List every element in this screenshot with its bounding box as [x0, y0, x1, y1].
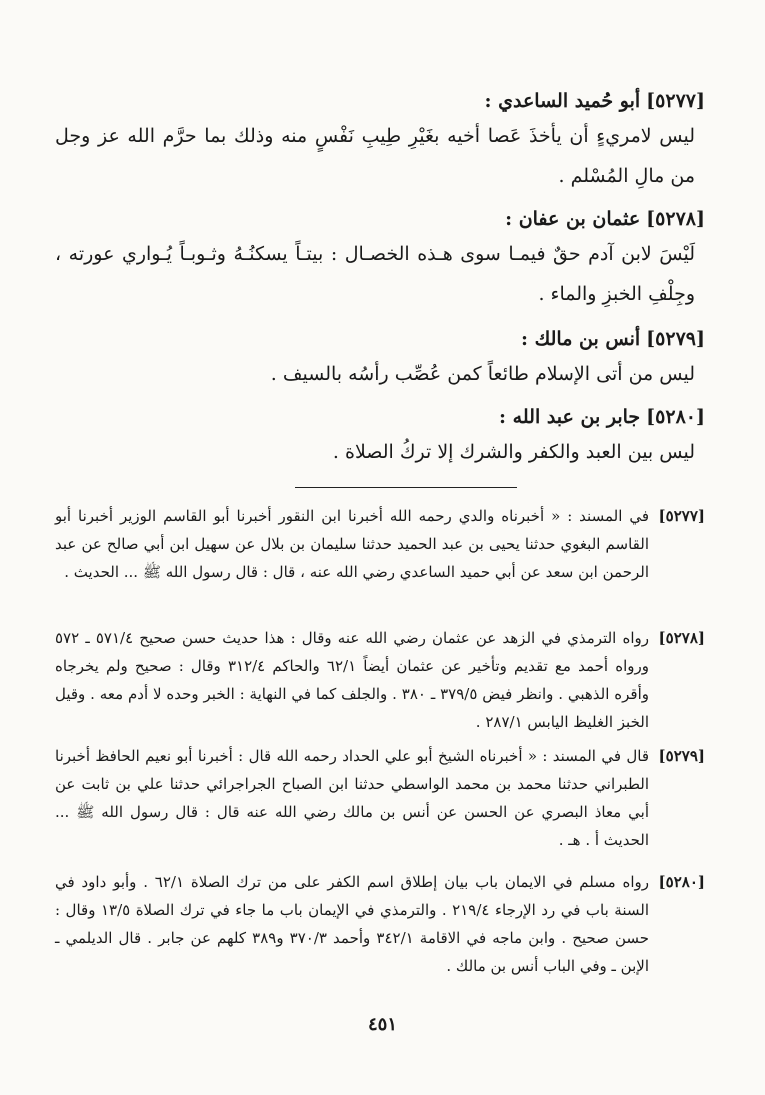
footnote-number: [٥٢٧٨]: [658, 629, 705, 647]
footnote-number: [٥٢٧٧]: [658, 507, 705, 525]
hadith-heading: [55, 86, 705, 116]
hadith-narrator: عثمان بن عفان :: [505, 208, 641, 230]
hadith-text: ليس بين العبد والكفر والشرك إلا تركُ الصلاة .: [332, 441, 695, 463]
hadith-number: [٥٢٨٠]: [646, 406, 705, 428]
hadith-entry: [55, 86, 705, 196]
footnote-text: رواه الترمذي في الزهد عن عثمان رضي الله عنه وقال : هذا حديث حسن صحيح ٥٧١/٤ ـ ٥٧٢ ورواه أحمد مع تقديم وتأخير عن عثمان أيضاً ٦٢/١ والحاكم ٣١٢/٤ وقال : صحيح ولم يخرجاه وأقره الذهبي . وانظر فيض ٣٧٩/٥ ـ ٣٨٠ . والجلف كما في النهاية : الخبر وحده لا أدم معه . وقيل الخبز الغليظ اليابس ٢٨٧/١ .: [55, 629, 649, 731]
hadith-number: [٥٢٧٩]: [646, 328, 705, 350]
hadith-text: ليس لامريءٍ أن يأخذَ عَصا أخيه بغَيْرِ طِيبِ نَفْسٍ منه وذلك بما حرَّم الله عز وجل من مالِ المُسْلم .: [55, 125, 695, 187]
footnote: [55, 868, 705, 980]
hadith-narrator: أبو حُميد الساعدي :: [484, 90, 641, 112]
footnote-text: رواه مسلم في الايمان باب بيان إطلاق اسم الكفر على من ترك الصلاة ٦٢/١ . وأبو داود في السنة باب في رد الإرجاء ٢١٩/٤ . والترمذي في الإيمان باب ما جاء في ترك الصلاة ١٣/٥ وقال : حسن صحيح . وابن ماجه في الاقامة ٣٤٢/١ وأحمد ٣٧٠/٣ و٣٨٩ كلهم عن جابر . قال الديلمي ـ الإبن ـ وفي الباب أنس بن مالك .: [55, 873, 650, 975]
hadith-heading: [55, 402, 705, 432]
hadith-number: [٥٢٧٨]: [646, 208, 705, 230]
footnote: [55, 624, 705, 736]
page-number: ٤٥١: [367, 1014, 397, 1035]
footnote-number: [٥٢٧٩]: [658, 747, 705, 765]
hadith-narrator: جابر بن عبد الله :: [499, 406, 641, 428]
footnote: [55, 742, 705, 854]
footnote-text: قال في المسند : « أخبرناه الشيخ أبو علي الحداد رحمه الله قال : أخبرنا أبو نعيم الحافظ أخبرنا الطبراني حدثنا محمد بن محمد الواسطي حدثنا ابن الصباح الجراجرائي حدثنا علي بن ثابت عن أبي معاذ البصري عن الحسن عن أنس بن مالك رضي الله عنه قال : قال رسول الله ﷺ ... الحديث أ . هـ .: [55, 747, 649, 849]
hadith-heading: [55, 204, 705, 234]
hadith-entry: [55, 204, 705, 314]
hadith-entry: [55, 402, 705, 472]
hadith-text: لَيْسَ لابن آدم حقٌ فيمـا سوى هـذه الخصـال : بيتـاً يسكنُـهُ وثـوبـاً يُـواري عورته ، وجِلْفِ الخبزِ والماء .: [55, 243, 695, 305]
footnote-separator: [295, 487, 517, 488]
footnote: [55, 502, 705, 586]
hadith-entry: [55, 324, 705, 394]
footnote-text: في المسند : « أخبرناه والدي رحمه الله أخبرنا ابن النقور أخبرنا أبو القاسم الوزير أخبرنا أبو القاسم البغوي حدثنا يحيى بن عبد الحميد حدثنا سليمان بن بلال عن سهيل ابن أبي صالح عن عبد الرحمن ابن سعد عن أبي حميد الساعدي رضي الله عنه ، قال : قال رسول الله ﷺ ... الحديث .: [55, 507, 649, 581]
hadith-number: [٥٢٧٧]: [646, 90, 705, 112]
hadith-narrator: أنس بن مالك :: [521, 328, 641, 350]
hadith-text: ليس من أتى الإسلام طائعاً كمن عُصِّب رأسُه بالسيف .: [270, 363, 695, 385]
footnote-number: [٥٢٨٠]: [658, 873, 705, 891]
hadith-heading: [55, 324, 705, 354]
